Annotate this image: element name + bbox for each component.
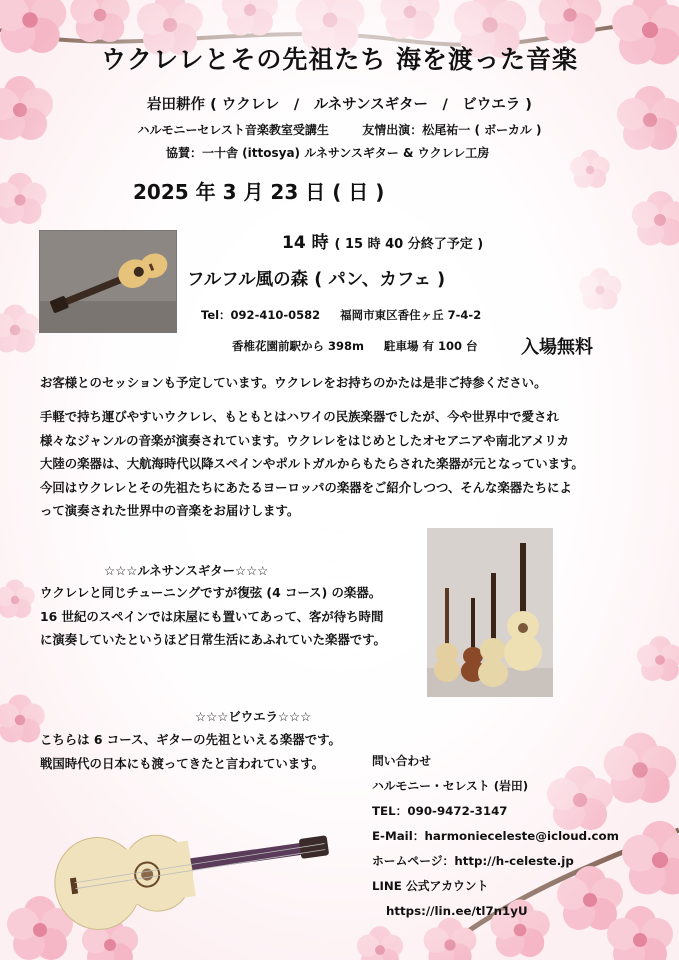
venue-contact: [201, 307, 481, 323]
ukulele-photo: [39, 230, 177, 333]
admission-free: 入場無料: [521, 337, 593, 358]
intro-line: 大陸の楽器は、大航海時代以降スペインやポルトガルからもたらされた楽器が元となっています。: [40, 456, 584, 471]
venue-name: フルフル風の森 ( パン、カフェ ): [187, 270, 446, 290]
contact-homepage[interactable]: ホームページ：http://h-celeste.jp: [372, 854, 574, 868]
student-credit: ハルモニーセレスト音楽教室受講生: [137, 123, 329, 137]
sponsor-credit: 協賛：一十舎 (ittosya) ルネサンスギター & ウクレレ工房: [166, 146, 490, 160]
description-line: 戦国時代の日本にも渡ってきたと言われています。: [40, 755, 324, 771]
intro-paragraph: [40, 405, 584, 523]
station-distance: 香椎花園前駅から 398m: [232, 339, 364, 353]
venue-tel: Tel：092-410-0582: [201, 308, 321, 322]
event-date: 2025 年 3 月 23 日 ( 日 ): [133, 180, 385, 204]
vihuela-photo: [52, 806, 337, 934]
end-time-note: ( 15 時 40 分終了予定 ): [334, 237, 484, 252]
venue-access: [232, 338, 478, 354]
start-time: 14 時: [282, 233, 329, 253]
contact-email[interactable]: E-Mail：harmonieceleste@icloud.com: [372, 829, 619, 843]
description-line: 16 世紀のスペインでは床屋にも置いてあって、客が待ち時間: [40, 608, 384, 624]
description-line: ウクレレと同じチューニングですが復弦 (4 コース) の楽器。: [40, 585, 382, 600]
renaissance-guitar-description: [40, 581, 386, 652]
description-line: こちらは 6 コース、ギターの先祖といえる楽器です。: [40, 732, 341, 747]
intro-line: って演奏された世界中の音楽をお届けします。: [40, 503, 300, 518]
vihuela-heading: ☆☆☆ビウエラ☆☆☆: [195, 709, 312, 724]
session-note: お客様とのセッションも予定しています。ウクレレをお持ちのかたは是非ご持参ください。: [40, 375, 547, 390]
performer-line: 岩田耕作 ( ウクレレ / ルネサンスギター / ビウエラ ): [147, 97, 532, 113]
event-time: [282, 228, 483, 253]
vihuela-description: [40, 728, 341, 775]
intro-line: 様々なジャンルの音楽が演奏されています。ウクレレをはじめとしたオセアニアや南北アメリカ: [40, 432, 570, 448]
page-title: ウクレレとその先祖たち 海を渡った音楽: [100, 45, 579, 74]
renaissance-guitar-heading: ☆☆☆ルネサンスギター☆☆☆: [104, 563, 269, 578]
instruments-photo: [427, 528, 553, 697]
contact-line-label: LINE 公式アカウント: [372, 879, 489, 893]
guest-credit: 友情出演：松尾祐一 ( ボーカル ): [362, 123, 542, 137]
contact-tel: TEL：090-9472-3147: [372, 804, 508, 818]
intro-line: 今回はウクレレとその先祖たちにあたるヨーロッパの楽器をご紹介しつつ、そんな楽器たちによ: [40, 479, 572, 495]
contact-name: ハルモニー・セレスト (岩田): [372, 779, 529, 793]
venue-address: 福岡市東区香住ヶ丘 7-4-2: [340, 308, 482, 322]
contact-info: [372, 749, 619, 924]
description-line: に演奏していたというほど日常生活にあふれていた楽器です。: [40, 632, 386, 647]
contact-line-url[interactable]: https://lin.ee/tl7n1yU: [386, 904, 528, 918]
parking-info: 駐車場 有 100 台: [384, 339, 478, 353]
credits-line: [0, 121, 679, 138]
contact-heading: 問い合わせ: [372, 754, 431, 768]
intro-line: 手軽で持ち運びやすいウクレレ、もともとはハワイの民族楽器でしたが、今や世界中で愛され: [40, 409, 559, 424]
